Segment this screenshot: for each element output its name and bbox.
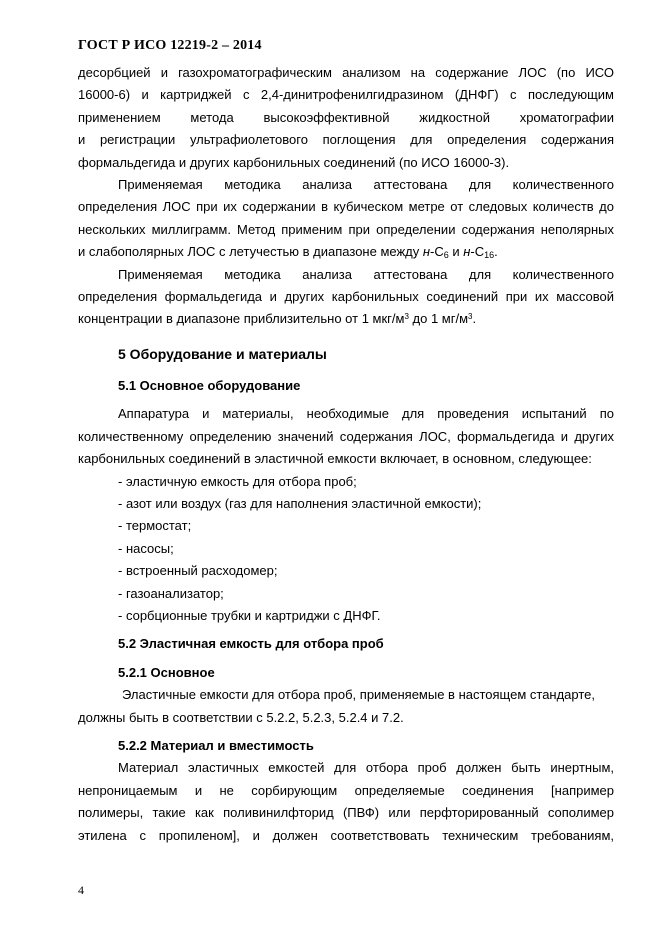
italic-n: н — [463, 244, 471, 260]
text-line: определения ЛОС при их содержании в кубическом метре от следовых количеств до — [78, 199, 614, 215]
text-line: Эластичные емкости для отбора проб, применяемые в настоящем стандарте, — [122, 687, 596, 703]
text-segment: -С — [470, 244, 485, 260]
list-item: - газоанализатор; — [118, 585, 224, 601]
list-item: - насосы; — [118, 540, 174, 556]
italic-n: н — [422, 244, 431, 260]
subscript: 6 — [443, 250, 449, 261]
subsection-heading: 5.1 Основное оборудование — [118, 378, 301, 394]
text-segment: и слабополярных ЛОС с летучестью в диапазоне между — [78, 244, 423, 260]
text-line: Аппаратура и материалы, необходимые для проведения испытаний по — [118, 406, 614, 422]
subsection-heading: 5.2.2 Материал и вместимость — [118, 737, 314, 753]
text-line — [78, 308, 614, 330]
list-item: - термостат; — [118, 518, 192, 534]
text-line: определения формальдегида и других карбонильных соединений при их массовой — [78, 288, 614, 304]
text-line: Применяемая методика анализа аттестована для количественного — [118, 176, 614, 192]
page-number: 4 — [78, 883, 84, 897]
text-line: формальдегида и других карбонильных соединений (по ИСО 16000-3). — [78, 154, 510, 170]
text-line: Применяемая методика анализа аттестована для количественного — [118, 266, 614, 282]
text-line: количественному определению значений содержания ЛОС, формальдегида и других — [78, 428, 614, 444]
text-segment: -С — [430, 244, 444, 260]
text-line — [78, 241, 614, 263]
subsection-heading: 5.2.1 Основное — [118, 664, 215, 680]
text-line: должны быть в соответствии с 5.2.2, 5.2.3, 5.2.4 и 7.2. — [78, 709, 404, 725]
text-line: непроницаемым и не сорбирующим определяемые соединения [например — [78, 782, 614, 798]
text-segment: . — [472, 311, 477, 327]
text-line: этилена с пропиленом], и должен соответствовать техническим требованиям, — [78, 827, 614, 843]
document-body — [78, 62, 614, 847]
text-segment: концентрации в диапазоне приблизительно от 1 мкг/м — [78, 311, 405, 327]
text-line: Материал эластичных емкостей для отбора проб должен быть инертным, — [118, 760, 614, 776]
section-heading: 5 Оборудование и материалы — [118, 345, 327, 362]
text-line: полимеры, такие как поливинилфторид (ПВФ) или перфторированный сополимер — [78, 805, 614, 821]
text-line: нескольких миллиграмм. Метод применим при определении содержания неполярных — [78, 221, 614, 237]
text-line: и регистрации ультрафиолетового поглощения для определения содержания — [78, 132, 614, 148]
text-segment: и — [448, 244, 464, 260]
subscript: 16 — [484, 250, 495, 261]
list-item: - азот или воздух (газ для наполнения эластичной емкости); — [118, 496, 482, 512]
list-item: - эластичную емкость для отбора проб; — [118, 473, 357, 489]
text-segment: . — [494, 244, 498, 260]
text-line: применением метода высокоэффективной жидкостной хроматографии — [78, 109, 614, 125]
text-line: карбонильных соединений в эластичной емкости включает, в основном, следующее: — [78, 451, 592, 467]
superscript: 3 — [468, 312, 473, 322]
text-line: 16000-6) и картриджей с 2,4-динитрофенилгидразином (ДНФГ) с последующим — [78, 87, 614, 103]
list-item: - сорбционные трубки и картриджи с ДНФГ. — [118, 607, 381, 623]
list-item: - встроенный расходомер; — [118, 563, 278, 579]
superscript: 3 — [404, 312, 409, 322]
document-header: ГОСТ Р ИСО 12219-2 – 2014 — [78, 38, 262, 53]
text-segment: до 1 мг/м — [408, 311, 469, 327]
subsection-heading: 5.2 Эластичная емкость для отбора проб — [118, 636, 384, 652]
text-line: десорбцией и газохроматографическим анализом на содержание ЛОС (по ИСО — [78, 65, 614, 80]
